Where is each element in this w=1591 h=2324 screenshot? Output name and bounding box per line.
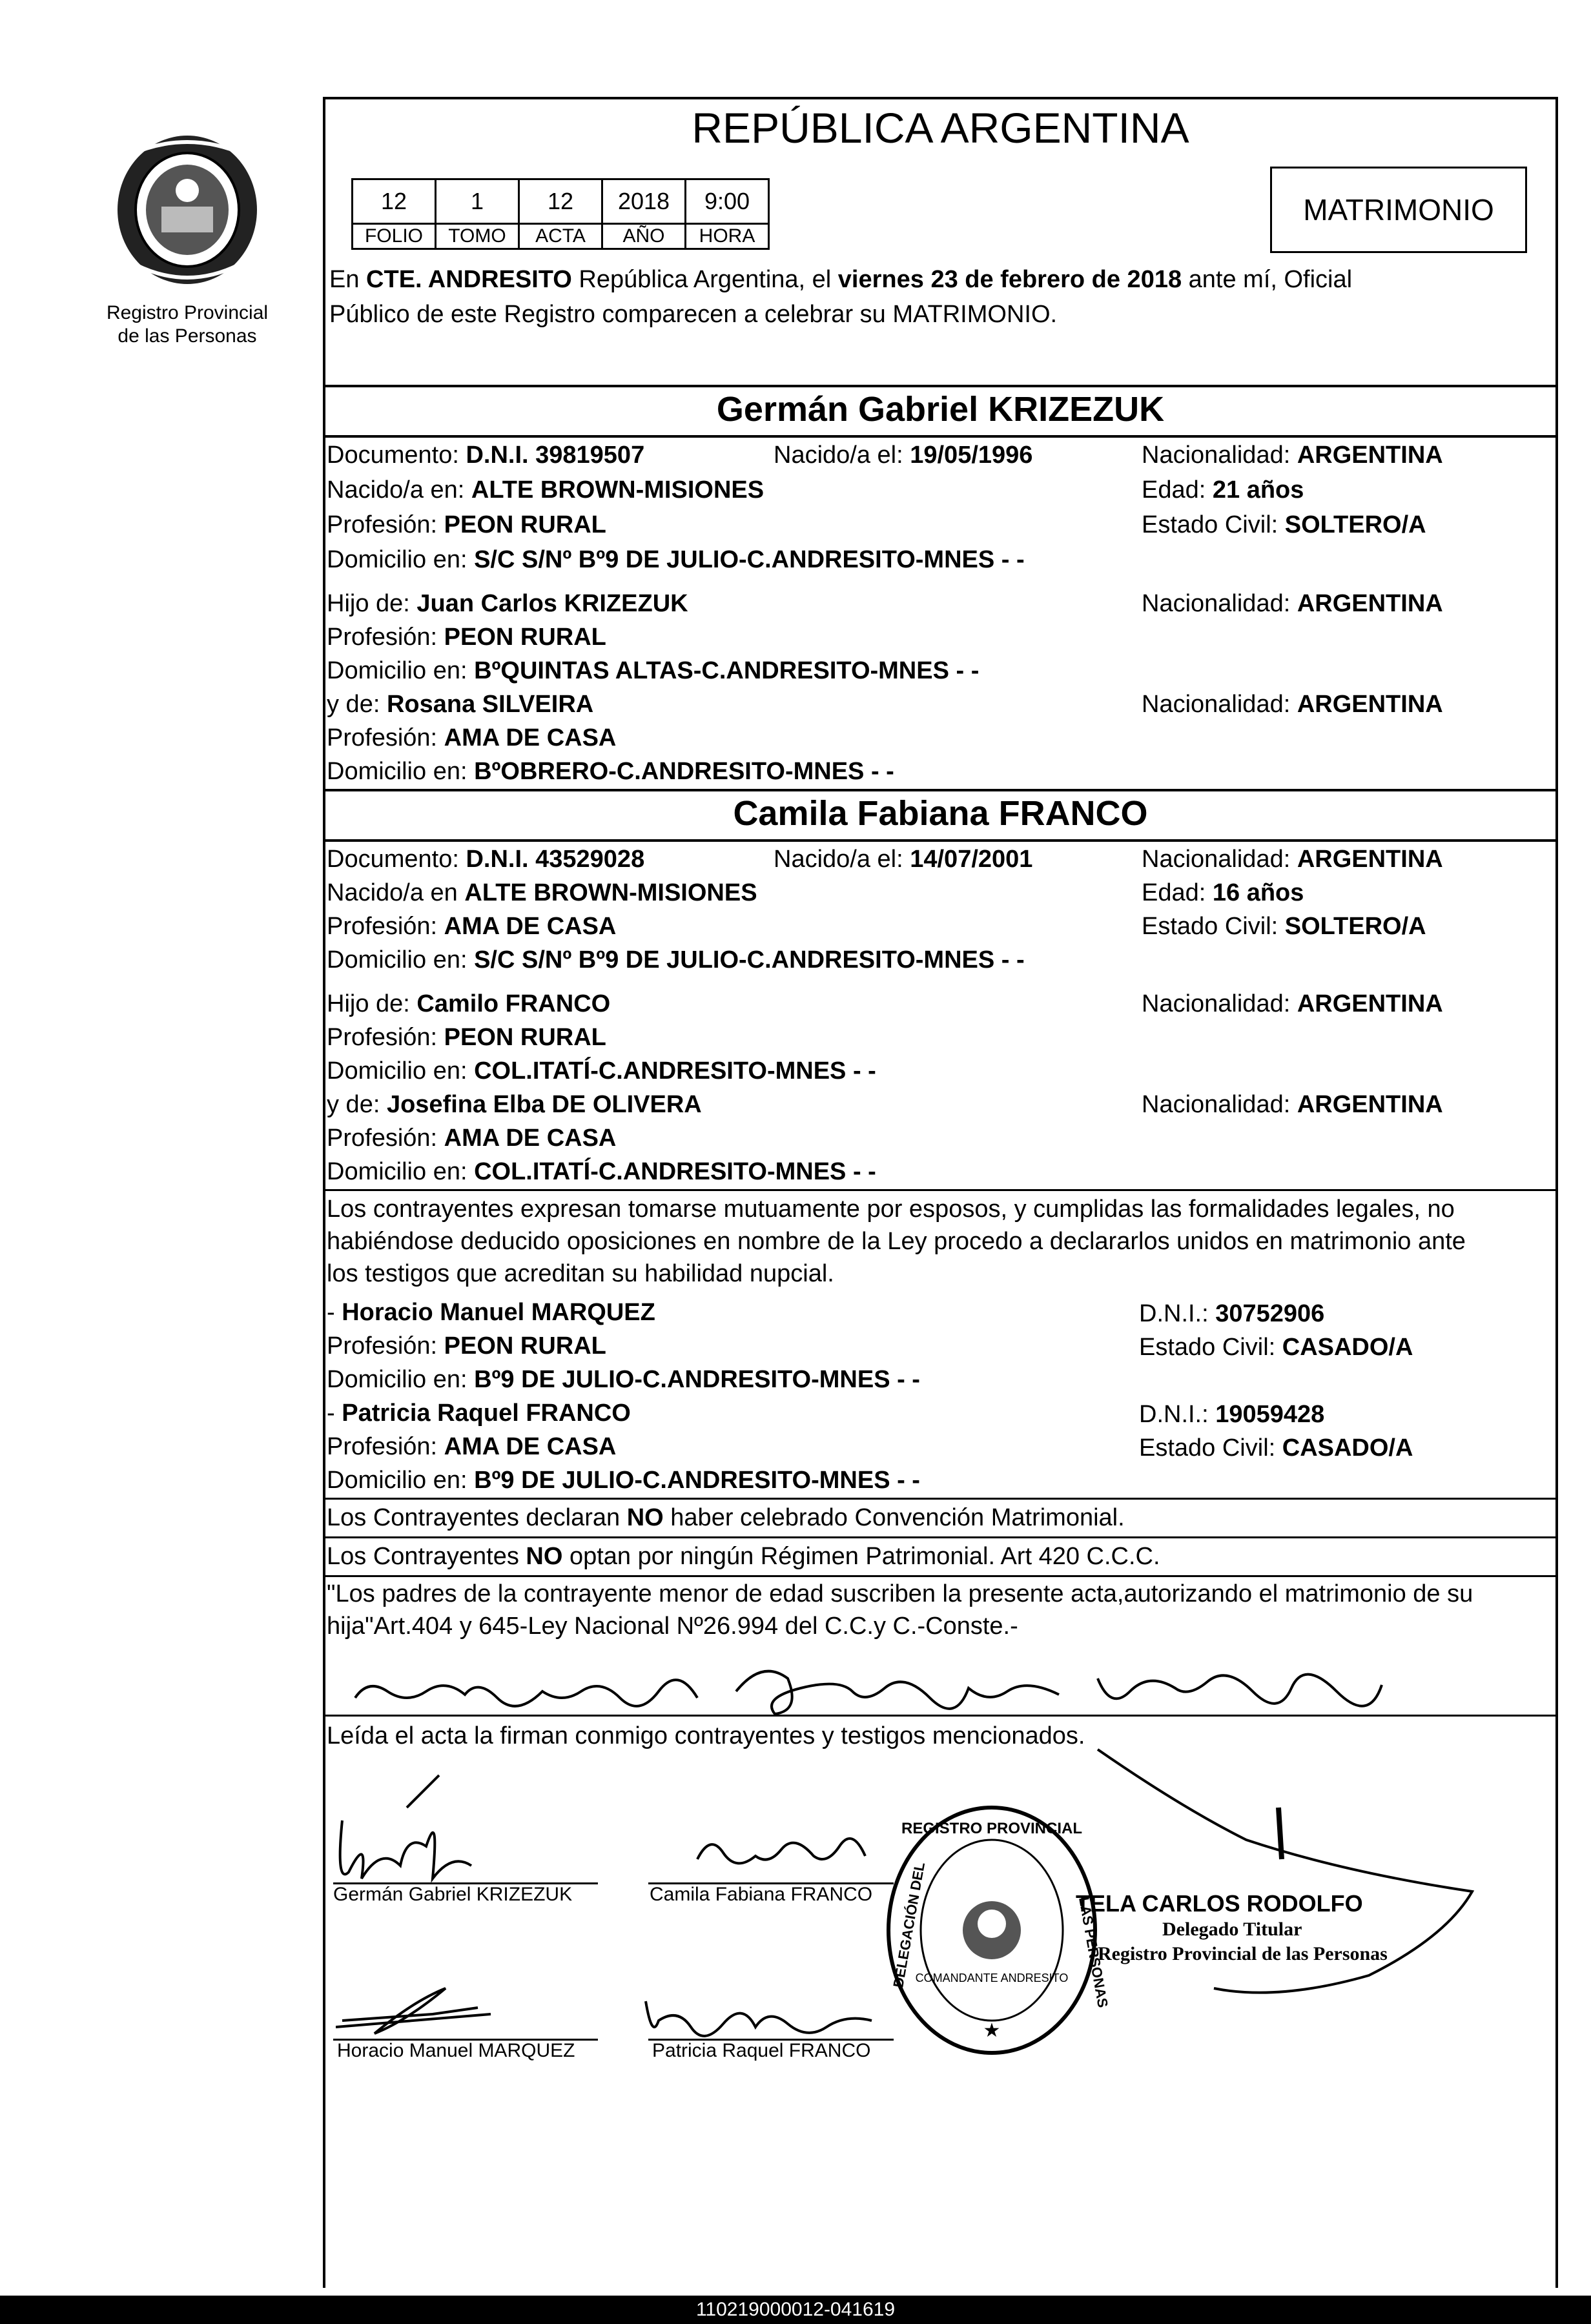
folio-label: FOLIO bbox=[353, 224, 436, 249]
bride-nationality: Nacionalidad: ARGENTINA bbox=[1142, 846, 1443, 873]
declaration-line-3: los testigos que acreditan su habilidad nupcial. bbox=[327, 1260, 834, 1287]
acta-value: 12 bbox=[519, 179, 602, 224]
groom-birthdate: Nacido/a el: 19/05/1996 bbox=[774, 442, 1033, 469]
footer-code: 110219000012-041619 bbox=[0, 2296, 1591, 2324]
groom-address: Domicilio en: S/C S/Nº Bº9 DE JULIO-C.ANDRESITO-MNES - - bbox=[327, 546, 1025, 573]
intro-line-2: Público de este Registro comparecen a celebrar su MATRIMONIO. bbox=[329, 301, 1058, 328]
witness-1-civil-status: Estado Civil: CASADO/A bbox=[1139, 1334, 1413, 1361]
bride-civil-status: Estado Civil: SOLTERO/A bbox=[1142, 913, 1426, 940]
groom-doc: Documento: D.N.I. 39819507 bbox=[327, 442, 645, 469]
intro-line-1: En CTE. ANDRESITO República Argentina, el viernes 23 de febrero de 2018 ante mí, Oficial bbox=[329, 266, 1353, 293]
groom-father-address: Domicilio en: BºQUINTAS ALTAS-C.ANDRESITO-MNES - - bbox=[327, 657, 980, 684]
stamp-text-left: DELEGACIÓN DEL bbox=[890, 1860, 929, 1989]
divider bbox=[323, 1189, 1558, 1191]
bride-father: Hijo de: Camilo FRANCO bbox=[327, 990, 611, 1017]
bride-name: Camila Fabiana FRANCO bbox=[733, 794, 1148, 833]
witness-1-signature bbox=[336, 1975, 504, 2046]
divider bbox=[323, 435, 1558, 438]
groom-father: Hijo de: Juan Carlos KRIZEZUK bbox=[327, 590, 688, 617]
bride-profession: Profesión: AMA DE CASA bbox=[327, 913, 617, 940]
bride-mother: y de: Josefina Elba DE OLIVERA bbox=[327, 1091, 702, 1118]
registry-logo bbox=[90, 129, 284, 349]
bride-father-address: Domicilio en: COL.ITATÍ-C.ANDRESITO-MNES - - bbox=[327, 1057, 876, 1085]
groom-signature bbox=[329, 1769, 484, 1891]
register-table bbox=[351, 178, 770, 250]
official-org: Registro Provincial de las Personas bbox=[1098, 1943, 1388, 1964]
groom-mother: y de: Rosana SILVEIRA bbox=[327, 691, 594, 718]
groom-father-nationality: Nacionalidad: ARGENTINA bbox=[1142, 590, 1443, 617]
bride-signature bbox=[691, 1820, 872, 1885]
divider bbox=[323, 1715, 1558, 1717]
bride-doc: Documento: D.N.I. 43529028 bbox=[327, 846, 645, 873]
witness-2-profession: Profesión: AMA DE CASA bbox=[327, 1433, 617, 1460]
read-note: Leída el acta la firman conmigo contrayentes y testigos mencionados. bbox=[327, 1722, 1085, 1749]
witness-2-address: Domicilio en: Bº9 DE JULIO-C.ANDRESITO-MNES - - bbox=[327, 1467, 920, 1494]
parents-note-line-1: "Los padres de la contrayente menor de edad suscriben la presente acta,autorizando el matrimonio de su bbox=[327, 1580, 1473, 1607]
divider bbox=[323, 1575, 1558, 1577]
parents-signatures bbox=[349, 1653, 1395, 1724]
official-signature bbox=[1085, 1743, 1498, 2014]
divider bbox=[323, 839, 1558, 842]
groom-mother-profession: Profesión: AMA DE CASA bbox=[327, 724, 617, 751]
stamp-star-icon: ★ bbox=[983, 2020, 1001, 2041]
tomo-label: TOMO bbox=[436, 224, 519, 249]
divider bbox=[323, 1498, 1558, 1500]
groom-nationality: Nacionalidad: ARGENTINA bbox=[1142, 442, 1443, 469]
convention-line-1: Los Contrayentes declaran NO haber celebrado Convención Matrimonial. bbox=[327, 1504, 1125, 1531]
bride-address: Domicilio en: S/C S/Nº Bº9 DE JULIO-C.ANDRESITO-MNES - - bbox=[327, 946, 1025, 973]
official-name: TELA CARLOS RODOLFO bbox=[1076, 1890, 1363, 1917]
witness-2-dni: D.N.I.: 19059428 bbox=[1139, 1401, 1325, 1428]
bride-mother-profession: Profesión: AMA DE CASA bbox=[327, 1125, 617, 1152]
bride-signature-caption: Camila Fabiana FRANCO bbox=[650, 1884, 873, 1905]
bride-birthdate: Nacido/a el: 14/07/2001 bbox=[774, 846, 1033, 873]
hour-value: 9:00 bbox=[686, 179, 769, 224]
provincial-seal-icon bbox=[90, 129, 284, 297]
stamp-text-top: REGISTRO PROVINCIAL bbox=[901, 1820, 1083, 1837]
witness-1-profession: Profesión: PEON RURAL bbox=[327, 1332, 606, 1360]
bride-mother-nationality: Nacionalidad: ARGENTINA bbox=[1142, 1091, 1443, 1118]
witness-1-dni: D.N.I.: 30752906 bbox=[1139, 1300, 1325, 1327]
convention-line-2: Los Contrayentes NO optan por ningún Régimen Patrimonial. Art 420 C.C.C. bbox=[327, 1543, 1160, 1570]
parents-note-line-2: hija"Art.404 y 645-Ley Nacional Nº26.994 del C.C.y C.-Conste.- bbox=[327, 1613, 1018, 1640]
witness-2-civil-status: Estado Civil: CASADO/A bbox=[1139, 1434, 1413, 1462]
groom-mother-address: Domicilio en: BºOBRERO-C.ANDRESITO-MNES - - bbox=[327, 758, 894, 785]
divider bbox=[323, 385, 1558, 387]
acta-label: ACTA bbox=[519, 224, 602, 249]
groom-age: Edad: 21 años bbox=[1142, 476, 1304, 504]
stamp-text-inner: COMANDANTE ANDRESITO bbox=[915, 1972, 1069, 1984]
divider bbox=[323, 1536, 1558, 1538]
bride-father-profession: Profesión: PEON RURAL bbox=[327, 1024, 606, 1051]
logo-line-2: de las Personas bbox=[118, 325, 257, 347]
stamp-text-right: LAS PERSONAS bbox=[1076, 1895, 1111, 2009]
logo-line-1: Registro Provincial bbox=[106, 302, 269, 323]
official-role: Delegado Titular bbox=[1162, 1919, 1302, 1940]
tomo-value: 1 bbox=[436, 179, 519, 224]
official-stamp bbox=[869, 1795, 1114, 2066]
bride-father-nationality: Nacionalidad: ARGENTINA bbox=[1142, 990, 1443, 1017]
witness-1-address: Domicilio en: Bº9 DE JULIO-C.ANDRESITO-MNES - - bbox=[327, 1366, 920, 1393]
groom-mother-nationality: Nacionalidad: ARGENTINA bbox=[1142, 691, 1443, 718]
page-title: REPÚBLICA ARGENTINA bbox=[692, 104, 1189, 152]
declaration-line-2: habiéndose deducido oposiciones en nombre de la Ley procedo a declararlos unidos en matrimonio ante bbox=[327, 1228, 1466, 1255]
bride-mother-address: Domicilio en: COL.ITATÍ-C.ANDRESITO-MNES - - bbox=[327, 1158, 876, 1185]
declaration-line-1: Los contrayentes expresan tomarse mutuamente por esposos, y cumplidas las formalidades legales, no bbox=[327, 1196, 1455, 1223]
witness-1-name: - Horacio Manuel MARQUEZ bbox=[327, 1299, 655, 1326]
year-value: 2018 bbox=[602, 179, 686, 224]
hour-label: HORA bbox=[686, 224, 769, 249]
bride-birthplace: Nacido/a en ALTE BROWN-MISIONES bbox=[327, 879, 757, 906]
groom-birthplace: Nacido/a en: ALTE BROWN-MISIONES bbox=[327, 476, 765, 504]
witness-2-name: - Patricia Raquel FRANCO bbox=[327, 1400, 631, 1427]
bride-age: Edad: 16 años bbox=[1142, 879, 1304, 906]
witness-2-signature-caption: Patricia Raquel FRANCO bbox=[652, 2040, 871, 2061]
year-label: AÑO bbox=[602, 224, 686, 249]
groom-name: Germán Gabriel KRIZEZUK bbox=[716, 390, 1165, 429]
folio-value: 12 bbox=[353, 179, 436, 224]
matrimonio-box: MATRIMONIO bbox=[1270, 167, 1527, 253]
groom-signature-caption: Germán Gabriel KRIZEZUK bbox=[333, 1884, 573, 1905]
groom-father-profession: Profesión: PEON RURAL bbox=[327, 624, 606, 651]
divider bbox=[323, 789, 1558, 791]
groom-civil-status: Estado Civil: SOLTERO/A bbox=[1142, 511, 1426, 538]
groom-profession: Profesión: PEON RURAL bbox=[327, 511, 606, 538]
witness-1-signature-caption: Horacio Manuel MARQUEZ bbox=[337, 2040, 575, 2061]
